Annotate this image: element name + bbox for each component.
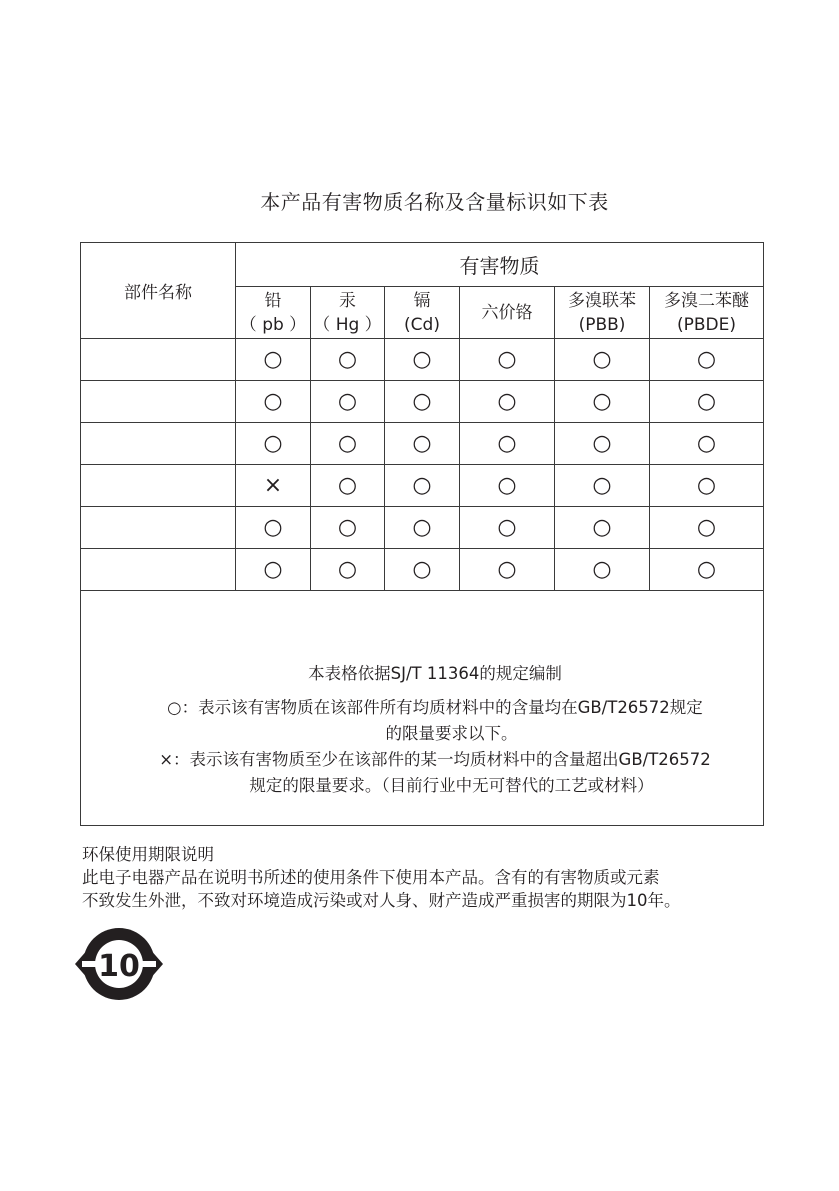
notes-cell xyxy=(81,591,764,826)
substance-symbol: （ pb ） xyxy=(239,314,307,335)
info-line: 此电子电器产品在说明书所述的使用条件下使用本产品。含有的有害物质或元素 xyxy=(82,868,660,887)
substance-name: 铅 xyxy=(264,290,282,311)
substance-symbol: （ Hg ） xyxy=(313,314,382,335)
within-limit-mark: ○ xyxy=(650,465,764,507)
within-limit-mark: ○ xyxy=(311,339,385,381)
substance-symbol: (PBDE) xyxy=(676,314,736,335)
substance-header-cadmium xyxy=(385,287,460,339)
part-name-cell xyxy=(81,465,236,507)
within-limit-mark: ○ xyxy=(555,465,650,507)
within-limit-mark: ○ xyxy=(311,423,385,465)
within-limit-mark: ○ xyxy=(650,549,764,591)
substance-header-pbde xyxy=(650,287,764,339)
circle-legend-note: ○：表示该有害物质在该部件所有均质材料中的含量均在GB/T26572规定 xyxy=(167,698,703,717)
within-limit-mark: ○ xyxy=(650,423,764,465)
within-limit-mark: ○ xyxy=(311,381,385,423)
within-limit-mark: ○ xyxy=(555,423,650,465)
hazardous-substance-header: 有害物质 xyxy=(236,243,764,287)
table-row xyxy=(81,339,764,381)
period-years-number: 10 xyxy=(98,949,140,984)
within-limit-mark: ○ xyxy=(460,381,555,423)
within-limit-mark: ○ xyxy=(650,339,764,381)
within-limit-mark: ○ xyxy=(236,381,311,423)
part-name-cell xyxy=(81,549,236,591)
standard-basis-note: 本表格依据SJ/T 11364的规定编制 xyxy=(308,664,562,683)
within-limit-mark: ○ xyxy=(460,423,555,465)
part-name-cell xyxy=(81,339,236,381)
part-name-cell xyxy=(81,507,236,549)
page-title: 本产品有害物质名称及含量标识如下表 xyxy=(260,190,609,214)
substance-name: 多溴联苯 xyxy=(568,290,636,311)
part-name-cell xyxy=(81,423,236,465)
substance-symbol: (PBB) xyxy=(578,314,626,335)
table-row xyxy=(81,507,764,549)
within-limit-mark: ○ xyxy=(385,423,460,465)
table-row xyxy=(81,549,764,591)
within-limit-mark: ○ xyxy=(555,339,650,381)
part-name-cell xyxy=(81,381,236,423)
info-line: 不致发生外泄，不致对环境造成污染或对人身、财产造成严重损害的期限为10年。 xyxy=(82,891,681,910)
substance-name: 多溴二苯醚 xyxy=(664,290,749,311)
info-heading: 环保使用期限说明 xyxy=(82,845,214,864)
within-limit-mark: ○ xyxy=(311,465,385,507)
within-limit-mark: ○ xyxy=(385,465,460,507)
within-limit-mark: ○ xyxy=(460,507,555,549)
table-row xyxy=(81,381,764,423)
environmental-period-info xyxy=(82,843,681,912)
within-limit-mark: ○ xyxy=(385,339,460,381)
within-limit-mark: ○ xyxy=(385,381,460,423)
part-name-header: 部件名称 xyxy=(81,243,236,339)
substance-name: 汞 xyxy=(339,290,356,311)
substance-name: 镉 xyxy=(413,290,431,311)
substance-header-lead xyxy=(236,287,311,339)
cross-legend-note: ×：表示该有害物质至少在该部件的某一均质材料中的含量超出GB/T26572 xyxy=(159,750,711,769)
substance-symbol: (Cd) xyxy=(404,314,440,335)
within-limit-mark: ○ xyxy=(460,339,555,381)
cross-legend-note-cont: 规定的限量要求。（目前行业中无可替代的工艺或材料） xyxy=(249,776,654,795)
substance-header-pbb xyxy=(555,287,650,339)
within-limit-mark: ○ xyxy=(460,465,555,507)
within-limit-mark: ○ xyxy=(236,423,311,465)
within-limit-mark: ○ xyxy=(236,507,311,549)
substance-header-mercury xyxy=(311,287,385,339)
table-row xyxy=(81,465,764,507)
within-limit-mark: ○ xyxy=(650,507,764,549)
within-limit-mark: ○ xyxy=(555,381,650,423)
table-row xyxy=(81,423,764,465)
within-limit-mark: ○ xyxy=(236,339,311,381)
exceeds-limit-mark: × xyxy=(236,465,311,507)
within-limit-mark: ○ xyxy=(236,549,311,591)
circle-legend-note-cont: 的限量要求以下。 xyxy=(385,724,518,743)
within-limit-mark: ○ xyxy=(385,549,460,591)
substance-header-chromium xyxy=(460,287,555,339)
within-limit-mark: ○ xyxy=(650,381,764,423)
within-limit-mark: ○ xyxy=(311,507,385,549)
within-limit-mark: ○ xyxy=(460,549,555,591)
substance-name: 六价铬 xyxy=(481,302,533,323)
hazardous-substances-table xyxy=(80,242,764,826)
within-limit-mark: ○ xyxy=(555,507,650,549)
within-limit-mark: ○ xyxy=(385,507,460,549)
within-limit-mark: ○ xyxy=(555,549,650,591)
environment-friendly-use-period-icon xyxy=(74,924,164,1004)
within-limit-mark: ○ xyxy=(311,549,385,591)
